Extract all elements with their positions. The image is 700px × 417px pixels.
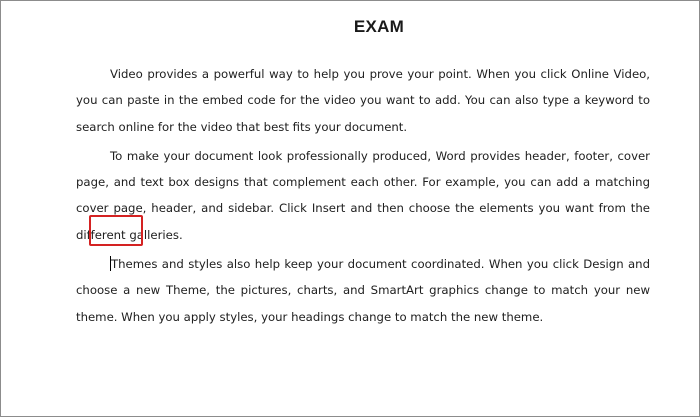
paragraph-design[interactable]: To make your document look professionally produced, Word provides header, footer, cover page, and text box designs that complement each other. For example, you can add a matching cover page, header, and sidebar. Click Insert and then choose the elements you want from the different galleries. bbox=[76, 148, 650, 242]
document-title: EXAM bbox=[353, 17, 405, 36]
paragraph-video[interactable]: Video provides a powerful way to help you prove your point. When you click Online Video, you can paste in the embed code for the video you want to add. You can also type a keyword to search online for the video that best fits your document. bbox=[76, 67, 650, 134]
document-body[interactable] bbox=[76, 61, 650, 333]
text-after-cursor: Themes and styles also help keep your document coordinated. When you click Design and choose a new Theme, the pictures, charts, and SmartArt graphics change to match your new theme. When you apply styles, your headings change to match the new theme. bbox=[76, 257, 650, 324]
cursor-highlight-box bbox=[89, 215, 143, 246]
paragraph-themes[interactable] bbox=[76, 251, 650, 330]
